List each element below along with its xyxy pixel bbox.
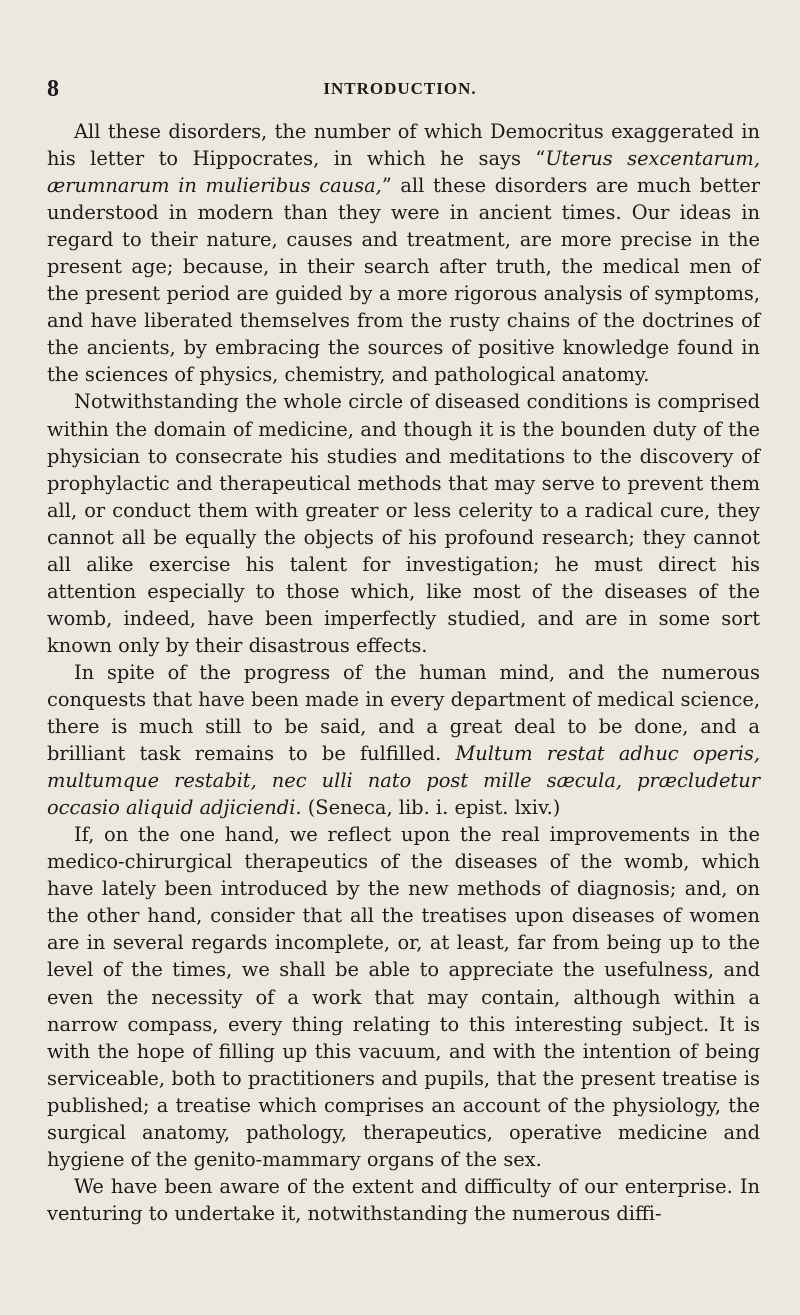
latin-quote: Multum restat adhuc operis, multumque restabit, nec ulli nato post mille sæcula, præcludetur occasio aliquid adjiciendi. [47, 742, 760, 820]
paragraph-5 [47, 1173, 760, 1227]
paragraph-text: In spite of the progress of the human mind, and the numerous conquests that have been made in every department of medical science, there is much still to be said, and a great deal to be done, and a brilliant task remains to be fulfilled. [47, 660, 760, 766]
paragraph-4 [47, 821, 760, 1173]
paragraph-1 [47, 118, 760, 388]
body-text [47, 118, 760, 1227]
paragraph-3 [47, 659, 760, 821]
paragraph-text: We have been aware of the extent and difficulty of our enterprise. In venturing to undertake it, notwithstanding the numerous diffi- [47, 1174, 760, 1225]
paragraph-2 [47, 388, 760, 658]
paragraph-text: All these disorders, the number of which Democritus exaggerated in his letter to Hippocrates, in which he says “ [47, 120, 760, 171]
running-head [0, 76, 800, 100]
citation-text: (Seneca, lib. i. epist. lxiv.) [301, 796, 561, 820]
page-number: 8 [47, 76, 59, 102]
section-title: INTRODUCTION. [323, 79, 477, 98]
paragraph-text: If, on the one hand, we reflect upon the real improvements in the medico-chirurgical therapeutics of the diseases of the womb, which have lately been introduced by the new methods of diagnosis; and, on the other hand, consider that all the treatises upon diseases of women are in several regards incomplete, or, at least, far from being up to the level of the times, we shall be able to appreciate the usefulness, and even the necessity of a work that may contain, although within a narrow compass, every thing relating to this interesting subject. It is with the hope of filling up this vacuum, and with the intention of being serviceable, both to practitioners and pupils, that the present treatise is published; a treatise which comprises an account of the physiology, the surgical anatomy, pathology, therapeutics, operative medicine and hygiene of the genito-mammary organs of the sex. [47, 823, 760, 1171]
paragraph-text: Notwithstanding the whole circle of diseased conditions is comprised within the domain of medicine, and though it is the bounden duty of the physician to consecrate his studies and meditations to the discovery of prophylactic and therapeutical methods that may serve to prevent them all, or conduct them with greater or less celerity to a radical cure, they cannot all be equally the objects of his profound research; they cannot all alike exercise his talent for investigation; he must direct his attention especially to those which, like most of the diseases of the womb, indeed, have been imperfectly studied, and are in some sort known only by their disastrous effects. [47, 390, 760, 657]
paragraph-text: ” all these disorders are much better understood in modern than they were in ancient times. Our ideas in regard to their nature, causes and treatment, are more precise in the present age; because, in their search after truth, the medical men of the present period are guided by a more rigorous analysis of symptoms, and have liberated themselves from the rusty chains of the doctrines of the ancients, by embracing the sources of positive knowledge found in the sciences of physics, chemistry, and pathological anatomy. [47, 174, 760, 387]
latin-quote: Uterus sexcentarum, ærumnarum in mulieribus causa, [47, 147, 760, 198]
